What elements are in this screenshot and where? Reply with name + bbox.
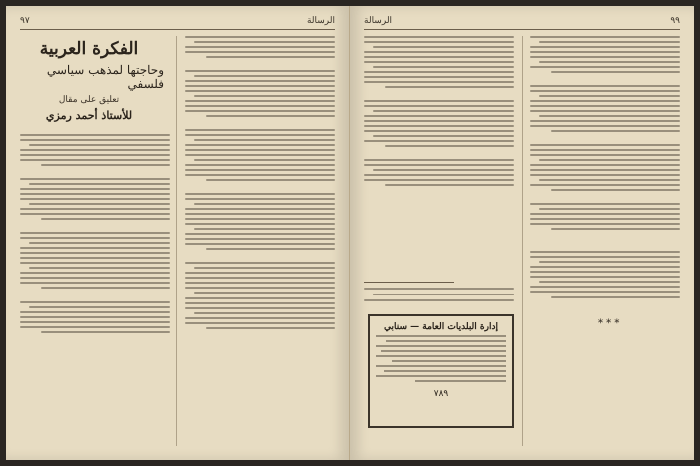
notice-line <box>386 340 506 342</box>
text-line <box>530 286 680 288</box>
text-line <box>185 243 335 245</box>
text-line <box>364 51 514 53</box>
notice-number: ٧٨٩ <box>433 389 449 399</box>
text-line <box>185 218 335 220</box>
text-line <box>20 326 170 328</box>
text-line <box>364 71 514 73</box>
text-line <box>530 90 680 92</box>
text-line <box>194 75 335 77</box>
text-line <box>20 272 170 274</box>
text-line <box>364 41 514 43</box>
text-line <box>185 208 335 210</box>
text-line <box>364 174 514 176</box>
text-line <box>364 115 514 117</box>
notice-line <box>381 350 506 352</box>
header-title-left: الرسالة <box>306 16 335 26</box>
text-line <box>530 46 680 48</box>
text-line <box>530 125 680 127</box>
footnote-line <box>364 288 514 290</box>
text-line <box>185 297 335 299</box>
text-line <box>194 312 335 314</box>
text-line <box>530 85 680 87</box>
text-line <box>530 203 680 205</box>
text-line <box>539 115 680 117</box>
text-line <box>20 262 170 264</box>
text-line <box>530 184 680 186</box>
text-line <box>364 36 514 38</box>
text-line <box>530 105 680 107</box>
text-line <box>185 307 335 309</box>
text-line <box>194 159 335 161</box>
text-line <box>530 56 680 58</box>
text-line <box>530 174 680 176</box>
text-line <box>373 169 514 171</box>
text-line <box>539 179 680 181</box>
header-rule-right <box>364 29 680 30</box>
text-line <box>185 100 335 102</box>
text-line <box>539 281 680 283</box>
text-line <box>364 100 514 102</box>
text-line <box>20 134 170 136</box>
text-line <box>20 154 170 156</box>
header-title-right: الرسالة <box>364 16 393 26</box>
text-line <box>185 36 335 38</box>
text-line <box>29 144 170 146</box>
section-separator-stars: * * * <box>598 318 620 329</box>
text-line <box>185 70 335 72</box>
text-line <box>20 311 170 313</box>
text-line <box>20 252 170 254</box>
left-page-column-right <box>185 36 335 448</box>
notice-line <box>376 375 506 377</box>
text-line <box>530 251 680 253</box>
text-line <box>20 321 170 323</box>
text-line <box>20 193 170 195</box>
right-page-column-right <box>530 36 680 448</box>
text-line <box>385 184 514 186</box>
text-line <box>185 317 335 319</box>
text-line <box>41 218 170 220</box>
column-divider <box>522 36 523 446</box>
text-line <box>385 145 514 147</box>
text-line <box>194 95 335 97</box>
text-line <box>185 46 335 48</box>
text-line <box>185 174 335 176</box>
text-line <box>206 248 335 250</box>
text-line <box>373 66 514 68</box>
text-line <box>20 213 170 215</box>
text-line <box>20 232 170 234</box>
text-line <box>185 262 335 264</box>
text-line <box>20 316 170 318</box>
text-line <box>20 277 170 279</box>
text-line <box>185 277 335 279</box>
text-line <box>530 223 680 225</box>
text-line <box>539 159 680 161</box>
text-line <box>29 203 170 205</box>
text-line <box>206 327 335 329</box>
footnote-rule <box>364 282 454 283</box>
text-line <box>206 179 335 181</box>
notice-line <box>376 345 506 347</box>
text-line <box>20 257 170 259</box>
official-notice-box <box>368 314 514 428</box>
text-line <box>364 81 514 83</box>
text-line <box>364 120 514 122</box>
text-line <box>185 198 335 200</box>
text-line <box>539 208 680 210</box>
text-line <box>530 154 680 156</box>
text-line <box>194 203 335 205</box>
text-line <box>206 115 335 117</box>
text-line <box>364 130 514 132</box>
text-line <box>194 267 335 269</box>
text-line <box>185 193 335 195</box>
text-line <box>194 139 335 141</box>
notice-line <box>392 360 506 362</box>
text-line <box>41 287 170 289</box>
text-line <box>185 105 335 107</box>
text-line <box>530 36 680 38</box>
text-line <box>194 228 335 230</box>
text-line <box>530 271 680 273</box>
text-line <box>185 90 335 92</box>
text-line <box>41 331 170 333</box>
page-number-right: ٩٩ <box>670 16 680 26</box>
text-line <box>185 129 335 131</box>
document-spread <box>6 6 694 460</box>
text-line <box>20 301 170 303</box>
article-subtitle: وحاجتها لمذهب سياسي فلسفي <box>46 62 164 91</box>
text-line <box>185 169 335 171</box>
text-line <box>185 134 335 136</box>
text-line <box>185 144 335 146</box>
header-rule-left <box>20 29 335 30</box>
text-line <box>206 56 335 58</box>
text-line <box>364 164 514 166</box>
text-line <box>551 71 680 73</box>
text-line <box>185 282 335 284</box>
text-line <box>364 105 514 107</box>
notice-line <box>376 335 506 337</box>
text-line <box>185 302 335 304</box>
text-line <box>364 140 514 142</box>
text-line <box>185 213 335 215</box>
text-line <box>20 139 170 141</box>
text-line <box>20 208 170 210</box>
text-line <box>364 179 514 181</box>
article-title: الفكرة العربية <box>39 38 139 59</box>
text-line <box>185 80 335 82</box>
text-line <box>185 322 335 324</box>
text-line <box>185 85 335 87</box>
right-page-column-left <box>364 36 514 290</box>
text-line <box>185 149 335 151</box>
text-line <box>29 267 170 269</box>
footnote-line <box>373 294 514 296</box>
text-line <box>364 61 514 63</box>
running-head-left <box>20 14 335 28</box>
footnote-line <box>364 299 514 301</box>
text-line <box>551 296 680 298</box>
text-line <box>41 164 170 166</box>
article-heading <box>14 32 164 128</box>
article-comment-line: تعليق على مقال <box>58 94 120 105</box>
text-line <box>539 61 680 63</box>
text-line <box>551 130 680 132</box>
text-line <box>530 266 680 268</box>
text-line <box>530 164 680 166</box>
text-line <box>539 95 680 97</box>
text-line <box>530 100 680 102</box>
text-line <box>364 159 514 161</box>
notice-line <box>376 355 506 357</box>
text-line <box>185 272 335 274</box>
text-line <box>194 41 335 43</box>
text-line <box>373 46 514 48</box>
text-line <box>29 242 170 244</box>
text-line <box>20 237 170 239</box>
text-line <box>530 218 680 220</box>
running-head-right <box>364 14 680 28</box>
footnotes <box>364 288 514 310</box>
text-line <box>185 287 335 289</box>
text-line <box>29 183 170 185</box>
text-line <box>373 110 514 112</box>
left-page-column-left <box>20 134 170 448</box>
text-line <box>185 223 335 225</box>
text-line <box>530 149 680 151</box>
page-number-left: ٩٧ <box>20 16 30 26</box>
article-author: للأستاذ أحمد رمزي <box>45 108 133 122</box>
text-line <box>20 159 170 161</box>
text-line <box>530 51 680 53</box>
notice-line <box>415 380 506 382</box>
text-line <box>364 76 514 78</box>
text-line <box>20 188 170 190</box>
text-line <box>29 306 170 308</box>
text-line <box>551 189 680 191</box>
text-line <box>20 247 170 249</box>
text-line <box>530 110 680 112</box>
text-line <box>20 282 170 284</box>
text-line <box>20 149 170 151</box>
text-line <box>539 41 680 43</box>
text-line <box>530 169 680 171</box>
text-line <box>530 66 680 68</box>
column-divider <box>176 36 177 446</box>
text-line <box>185 238 335 240</box>
text-line <box>530 291 680 293</box>
text-line <box>530 213 680 215</box>
text-line <box>364 56 514 58</box>
text-line <box>530 276 680 278</box>
text-line <box>373 135 514 137</box>
text-line <box>539 261 680 263</box>
text-line <box>364 125 514 127</box>
text-line <box>551 228 680 230</box>
text-line <box>530 256 680 258</box>
notice-heading: إدارة البلديات العامة — سنابي <box>384 322 498 332</box>
text-line <box>20 198 170 200</box>
text-line <box>20 178 170 180</box>
text-line <box>185 164 335 166</box>
right-page <box>350 6 694 460</box>
text-line <box>530 144 680 146</box>
notice-line <box>384 370 506 372</box>
notice-line <box>376 365 506 367</box>
left-page <box>6 6 350 460</box>
text-line <box>194 292 335 294</box>
text-line <box>185 51 335 53</box>
text-line <box>185 110 335 112</box>
text-line <box>185 154 335 156</box>
text-line <box>530 120 680 122</box>
text-line <box>385 86 514 88</box>
text-line <box>185 233 335 235</box>
